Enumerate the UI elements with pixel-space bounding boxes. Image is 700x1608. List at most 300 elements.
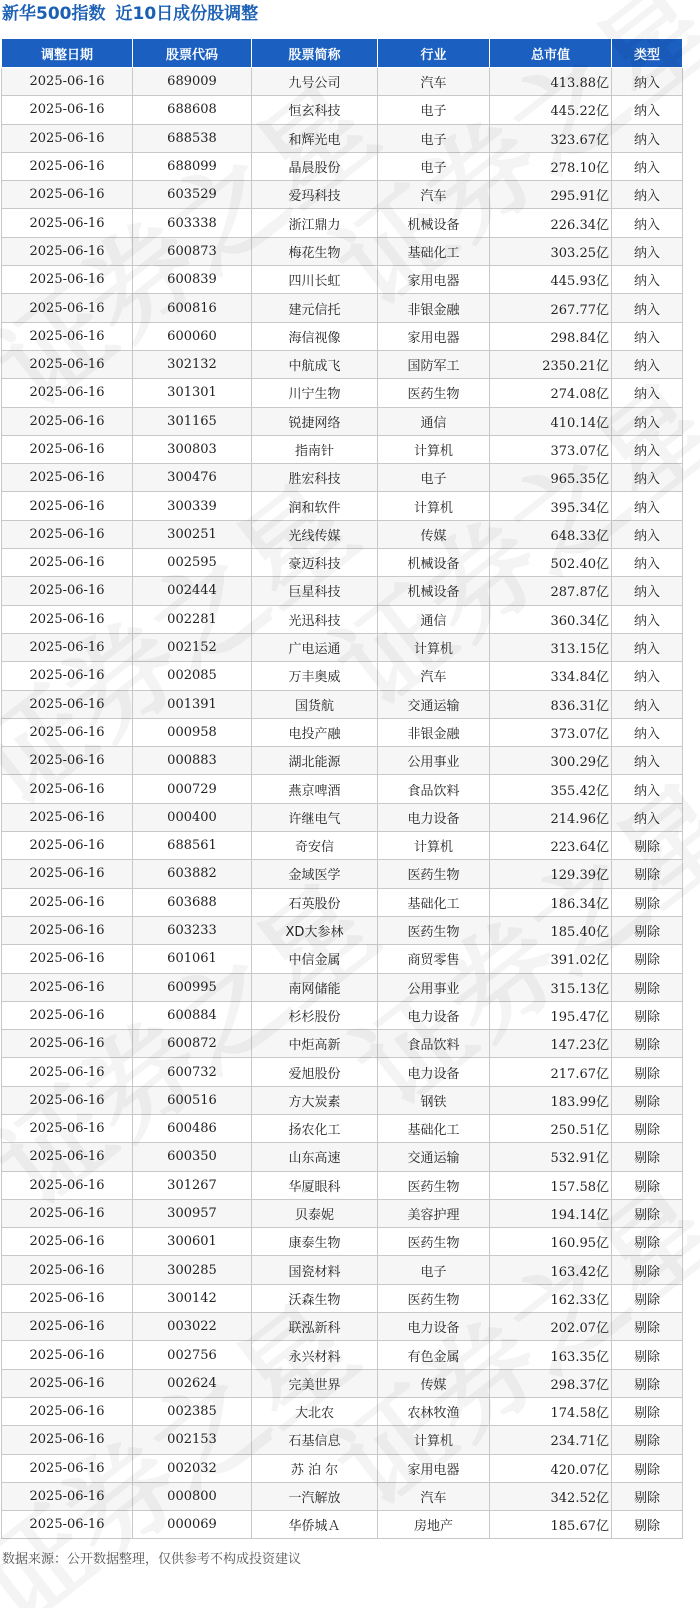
cell-industry: 商贸零售 [378, 945, 490, 973]
cell-stock-name: 恒玄科技 [252, 96, 378, 124]
cell-stock-code: 002385 [133, 1397, 252, 1425]
cell-industry: 医药生物 [378, 860, 490, 888]
cell-stock-code: 600816 [133, 294, 252, 322]
cell-type: 纳入 [612, 294, 683, 322]
table-row [2, 1256, 683, 1284]
cell-type: 剔除 [612, 888, 683, 916]
cell-type: 纳入 [612, 803, 683, 831]
cell-type: 剔除 [612, 1228, 683, 1256]
cell-stock-name: 中信金属 [252, 945, 378, 973]
cell-stock-name: 方大炭素 [252, 1086, 378, 1114]
cell-industry: 食品饮料 [378, 775, 490, 803]
cell-stock-code: 002032 [133, 1454, 252, 1482]
cell-stock-name: XD大参林 [252, 916, 378, 944]
cell-date: 2025-06-16 [2, 775, 133, 803]
cell-stock-code: 002085 [133, 662, 252, 690]
cell-stock-code: 301301 [133, 379, 252, 407]
cell-type: 纳入 [612, 350, 683, 378]
cell-date: 2025-06-16 [2, 322, 133, 350]
cell-type: 纳入 [612, 690, 683, 718]
cell-stock-code: 600350 [133, 1143, 252, 1171]
cell-industry: 电子 [378, 464, 490, 492]
column-header-name: 股票简称 [252, 39, 378, 68]
cell-date: 2025-06-16 [2, 1199, 133, 1227]
cell-industry: 电力设备 [378, 1313, 490, 1341]
cell-stock-code: 300142 [133, 1284, 252, 1312]
cell-stock-name: 石基信息 [252, 1426, 378, 1454]
cell-market-cap: 250.51亿 [490, 1114, 612, 1142]
cell-stock-name: 石英股份 [252, 888, 378, 916]
cell-market-cap: 287.87亿 [490, 577, 612, 605]
cell-type: 纳入 [612, 577, 683, 605]
cell-market-cap: 147.23亿 [490, 1030, 612, 1058]
cell-stock-code: 688099 [133, 152, 252, 180]
cell-market-cap: 298.84亿 [490, 322, 612, 350]
cell-stock-code: 002444 [133, 577, 252, 605]
cell-stock-name: 华侨城Ａ [252, 1511, 378, 1539]
table-row [2, 350, 683, 378]
cell-industry: 基础化工 [378, 888, 490, 916]
cell-market-cap: 648.33亿 [490, 520, 612, 548]
cell-stock-name: 苏 泊 尔 [252, 1454, 378, 1482]
table-row [2, 605, 683, 633]
table-body [2, 68, 683, 1539]
table-row [2, 152, 683, 180]
table-row [2, 492, 683, 520]
cell-stock-name: 沃森生物 [252, 1284, 378, 1312]
table-row [2, 322, 683, 350]
cell-date: 2025-06-16 [2, 718, 133, 746]
cell-stock-name: 胜宏科技 [252, 464, 378, 492]
cell-market-cap: 185.67亿 [490, 1511, 612, 1539]
cell-industry: 医药生物 [378, 1171, 490, 1199]
cell-stock-name: 晶晨股份 [252, 152, 378, 180]
cell-date: 2025-06-16 [2, 1058, 133, 1086]
table-row [2, 1482, 683, 1510]
cell-stock-name: 巨星科技 [252, 577, 378, 605]
table-row [2, 68, 683, 96]
cell-market-cap: 502.40亿 [490, 549, 612, 577]
cell-market-cap: 373.07亿 [490, 718, 612, 746]
cell-stock-name: 梅花生物 [252, 237, 378, 265]
cell-stock-code: 300476 [133, 464, 252, 492]
cell-date: 2025-06-16 [2, 577, 133, 605]
cell-industry: 汽车 [378, 662, 490, 690]
table-row [2, 407, 683, 435]
column-header-market-cap: 总市值 [490, 39, 612, 68]
cell-industry: 通信 [378, 605, 490, 633]
cell-date: 2025-06-16 [2, 1001, 133, 1029]
cell-stock-code: 600873 [133, 237, 252, 265]
cell-industry: 电子 [378, 152, 490, 180]
cell-industry: 计算机 [378, 633, 490, 661]
cell-type: 纳入 [612, 662, 683, 690]
cell-date: 2025-06-16 [2, 1171, 133, 1199]
cell-type: 纳入 [612, 718, 683, 746]
table-row [2, 1114, 683, 1142]
cell-stock-code: 301165 [133, 407, 252, 435]
cell-stock-code: 002595 [133, 549, 252, 577]
column-header-date: 调整日期 [2, 39, 133, 68]
cell-type: 纳入 [612, 266, 683, 294]
cell-type: 剔除 [612, 1086, 683, 1114]
cell-date: 2025-06-16 [2, 605, 133, 633]
cell-date: 2025-06-16 [2, 1313, 133, 1341]
cell-type: 剔除 [612, 1199, 683, 1227]
cell-date: 2025-06-16 [2, 747, 133, 775]
cell-industry: 公用事业 [378, 973, 490, 1001]
table-row [2, 266, 683, 294]
cell-date: 2025-06-16 [2, 888, 133, 916]
cell-date: 2025-06-16 [2, 690, 133, 718]
cell-industry: 美容护理 [378, 1199, 490, 1227]
cell-date: 2025-06-16 [2, 1114, 133, 1142]
table-row [2, 1228, 683, 1256]
cell-type: 剔除 [612, 1369, 683, 1397]
cell-type: 剔除 [612, 832, 683, 860]
table-row [2, 96, 683, 124]
table-row [2, 945, 683, 973]
cell-stock-code: 003022 [133, 1313, 252, 1341]
cell-stock-code: 000958 [133, 718, 252, 746]
cell-type: 剔除 [612, 1426, 683, 1454]
cell-date: 2025-06-16 [2, 1030, 133, 1058]
cell-industry: 家用电器 [378, 1454, 490, 1482]
cell-date: 2025-06-16 [2, 945, 133, 973]
cell-type: 纳入 [612, 464, 683, 492]
cell-type: 剔除 [612, 1143, 683, 1171]
cell-market-cap: 234.71亿 [490, 1426, 612, 1454]
cell-market-cap: 298.37亿 [490, 1369, 612, 1397]
cell-industry: 医药生物 [378, 1228, 490, 1256]
table-row [2, 1454, 683, 1482]
column-header-code: 股票代码 [133, 39, 252, 68]
cell-type: 纳入 [612, 379, 683, 407]
cell-type: 纳入 [612, 68, 683, 96]
cell-type: 纳入 [612, 322, 683, 350]
table-row [2, 1199, 683, 1227]
column-header-industry: 行业 [378, 39, 490, 68]
cell-stock-code: 600732 [133, 1058, 252, 1086]
table-row [2, 832, 683, 860]
cell-stock-code: 300803 [133, 435, 252, 463]
cell-stock-name: 光线传媒 [252, 520, 378, 548]
cell-market-cap: 300.29亿 [490, 747, 612, 775]
cell-stock-name: 万丰奥威 [252, 662, 378, 690]
cell-industry: 计算机 [378, 832, 490, 860]
cell-market-cap: 315.13亿 [490, 973, 612, 1001]
cell-date: 2025-06-16 [2, 464, 133, 492]
cell-market-cap: 129.39亿 [490, 860, 612, 888]
cell-stock-code: 002152 [133, 633, 252, 661]
cell-stock-code: 302132 [133, 350, 252, 378]
cell-type: 纳入 [612, 605, 683, 633]
cell-stock-name: 建元信托 [252, 294, 378, 322]
cell-date: 2025-06-16 [2, 96, 133, 124]
cell-industry: 电力设备 [378, 803, 490, 831]
cell-date: 2025-06-16 [2, 1426, 133, 1454]
cell-date: 2025-06-16 [2, 662, 133, 690]
table-row [2, 916, 683, 944]
cell-stock-code: 000883 [133, 747, 252, 775]
cell-type: 剔除 [612, 1284, 683, 1312]
cell-stock-code: 000400 [133, 803, 252, 831]
cell-type: 剔除 [612, 1114, 683, 1142]
cell-industry: 电子 [378, 1256, 490, 1284]
cell-stock-name: 贝泰妮 [252, 1199, 378, 1227]
cell-market-cap: 185.40亿 [490, 916, 612, 944]
cell-stock-name: 爱玛科技 [252, 181, 378, 209]
table-row [2, 1030, 683, 1058]
cell-market-cap: 836.31亿 [490, 690, 612, 718]
table-row [2, 294, 683, 322]
cell-market-cap: 355.42亿 [490, 775, 612, 803]
cell-industry: 计算机 [378, 1426, 490, 1454]
cell-type: 纳入 [612, 747, 683, 775]
cell-stock-code: 688608 [133, 96, 252, 124]
cell-stock-code: 002624 [133, 1369, 252, 1397]
table-row [2, 520, 683, 548]
cell-industry: 医药生物 [378, 916, 490, 944]
cell-market-cap: 445.93亿 [490, 266, 612, 294]
cell-type: 纳入 [612, 520, 683, 548]
cell-type: 剔除 [612, 916, 683, 944]
cell-industry: 基础化工 [378, 237, 490, 265]
cell-date: 2025-06-16 [2, 407, 133, 435]
cell-stock-name: 奇安信 [252, 832, 378, 860]
cell-date: 2025-06-16 [2, 1511, 133, 1539]
cell-type: 纳入 [612, 633, 683, 661]
cell-stock-name: 山东高速 [252, 1143, 378, 1171]
cell-stock-code: 600060 [133, 322, 252, 350]
cell-stock-code: 300339 [133, 492, 252, 520]
cell-industry: 食品饮料 [378, 1030, 490, 1058]
cell-industry: 公用事业 [378, 747, 490, 775]
table-row [2, 209, 683, 237]
cell-date: 2025-06-16 [2, 266, 133, 294]
cell-date: 2025-06-16 [2, 1397, 133, 1425]
cell-date: 2025-06-16 [2, 124, 133, 152]
cell-market-cap: 2350.21亿 [490, 350, 612, 378]
table-row [2, 888, 683, 916]
cell-stock-name: 扬农化工 [252, 1114, 378, 1142]
cell-industry: 有色金属 [378, 1341, 490, 1369]
page-title [0, 0, 700, 30]
cell-stock-name: 和辉光电 [252, 124, 378, 152]
cell-stock-name: 燕京啤酒 [252, 775, 378, 803]
cell-industry: 电力设备 [378, 1001, 490, 1029]
cell-market-cap: 445.22亿 [490, 96, 612, 124]
table-row [2, 1369, 683, 1397]
cell-stock-code: 300251 [133, 520, 252, 548]
table-row [2, 1058, 683, 1086]
cell-type: 剔除 [612, 1511, 683, 1539]
cell-date: 2025-06-16 [2, 435, 133, 463]
cell-stock-name: 川宁生物 [252, 379, 378, 407]
cell-stock-name: 中航成飞 [252, 350, 378, 378]
table-row [2, 181, 683, 209]
cell-market-cap: 183.99亿 [490, 1086, 612, 1114]
cell-market-cap: 360.34亿 [490, 605, 612, 633]
cell-type: 剔除 [612, 973, 683, 1001]
cell-date: 2025-06-16 [2, 1482, 133, 1510]
cell-type: 纳入 [612, 152, 683, 180]
cell-type: 纳入 [612, 549, 683, 577]
cell-date: 2025-06-16 [2, 860, 133, 888]
table-row [2, 690, 683, 718]
cell-industry: 计算机 [378, 435, 490, 463]
cell-industry: 家用电器 [378, 266, 490, 294]
cell-market-cap: 395.34亿 [490, 492, 612, 520]
cell-market-cap: 223.64亿 [490, 832, 612, 860]
cell-market-cap: 274.08亿 [490, 379, 612, 407]
subtitle: 近10日成份股调整 [115, 4, 259, 24]
cell-market-cap: 373.07亿 [490, 435, 612, 463]
cell-industry: 传媒 [378, 1369, 490, 1397]
cell-stock-name: 完美世界 [252, 1369, 378, 1397]
cell-type: 剔除 [612, 1454, 683, 1482]
cell-type: 剔除 [612, 1001, 683, 1029]
cell-stock-code: 603882 [133, 860, 252, 888]
cell-date: 2025-06-16 [2, 1256, 133, 1284]
cell-date: 2025-06-16 [2, 350, 133, 378]
cell-date: 2025-06-16 [2, 379, 133, 407]
table-row [2, 379, 683, 407]
table-row [2, 1341, 683, 1369]
cell-type: 纳入 [612, 209, 683, 237]
cell-type: 纳入 [612, 435, 683, 463]
cell-stock-code: 301267 [133, 1171, 252, 1199]
table-row [2, 435, 683, 463]
cell-industry: 机械设备 [378, 209, 490, 237]
cell-stock-name: 锐捷网络 [252, 407, 378, 435]
cell-stock-code: 002281 [133, 605, 252, 633]
table-header-row [2, 39, 683, 68]
cell-date: 2025-06-16 [2, 1341, 133, 1369]
cell-market-cap: 163.35亿 [490, 1341, 612, 1369]
cell-market-cap: 194.14亿 [490, 1199, 612, 1227]
cell-industry: 非银金融 [378, 718, 490, 746]
cell-industry: 汽车 [378, 1482, 490, 1510]
cell-market-cap: 965.35亿 [490, 464, 612, 492]
cell-market-cap: 278.10亿 [490, 152, 612, 180]
cell-stock-code: 000069 [133, 1511, 252, 1539]
cell-market-cap: 160.95亿 [490, 1228, 612, 1256]
cell-stock-code: 688538 [133, 124, 252, 152]
cell-date: 2025-06-16 [2, 549, 133, 577]
cell-stock-code: 603338 [133, 209, 252, 237]
cell-type: 纳入 [612, 96, 683, 124]
cell-market-cap: 313.15亿 [490, 633, 612, 661]
cell-stock-name: 电投产融 [252, 718, 378, 746]
cell-industry: 农林牧渔 [378, 1397, 490, 1425]
cell-stock-name: 大北农 [252, 1397, 378, 1425]
cell-date: 2025-06-16 [2, 492, 133, 520]
cell-industry: 传媒 [378, 520, 490, 548]
cell-stock-name: 一汽解放 [252, 1482, 378, 1510]
cell-market-cap: 391.02亿 [490, 945, 612, 973]
cell-stock-code: 600486 [133, 1114, 252, 1142]
cell-stock-name: 华厦眼科 [252, 1171, 378, 1199]
cell-stock-name: 润和软件 [252, 492, 378, 520]
table-row [2, 464, 683, 492]
cell-stock-code: 603688 [133, 888, 252, 916]
cell-market-cap: 226.34亿 [490, 209, 612, 237]
table-row [2, 1001, 683, 1029]
table-row [2, 775, 683, 803]
cell-stock-code: 000729 [133, 775, 252, 803]
cell-type: 纳入 [612, 775, 683, 803]
cell-stock-name: 南网储能 [252, 973, 378, 1001]
table-row [2, 803, 683, 831]
cell-market-cap: 303.25亿 [490, 237, 612, 265]
table-row [2, 1397, 683, 1425]
cell-type: 剔除 [612, 1313, 683, 1341]
cell-stock-name: 国瓷材料 [252, 1256, 378, 1284]
cell-date: 2025-06-16 [2, 1086, 133, 1114]
cell-type: 纳入 [612, 237, 683, 265]
cell-stock-code: 000800 [133, 1482, 252, 1510]
cell-type: 剔除 [612, 1341, 683, 1369]
cell-stock-name: 浙江鼎力 [252, 209, 378, 237]
column-header-type: 类型 [612, 39, 683, 68]
cell-date: 2025-06-16 [2, 181, 133, 209]
cell-market-cap: 323.67亿 [490, 124, 612, 152]
cell-date: 2025-06-16 [2, 973, 133, 1001]
cell-type: 纳入 [612, 181, 683, 209]
cell-stock-code: 600995 [133, 973, 252, 1001]
cell-date: 2025-06-16 [2, 832, 133, 860]
cell-stock-code: 689009 [133, 68, 252, 96]
cell-stock-code: 600884 [133, 1001, 252, 1029]
cell-date: 2025-06-16 [2, 1284, 133, 1312]
cell-date: 2025-06-16 [2, 1369, 133, 1397]
cell-market-cap: 186.34亿 [490, 888, 612, 916]
cell-market-cap: 532.91亿 [490, 1143, 612, 1171]
cell-industry: 汽车 [378, 181, 490, 209]
cell-stock-code: 300285 [133, 1256, 252, 1284]
cell-stock-name: 中炬高新 [252, 1030, 378, 1058]
table-row [2, 1086, 683, 1114]
cell-stock-name: 联泓新科 [252, 1313, 378, 1341]
cell-type: 剔除 [612, 1397, 683, 1425]
table-row [2, 1171, 683, 1199]
cell-stock-name: 豪迈科技 [252, 549, 378, 577]
cell-market-cap: 162.33亿 [490, 1284, 612, 1312]
cell-stock-code: 600872 [133, 1030, 252, 1058]
cell-stock-name: 四川长虹 [252, 266, 378, 294]
cell-market-cap: 342.52亿 [490, 1482, 612, 1510]
cell-stock-name: 杉杉股份 [252, 1001, 378, 1029]
table-row [2, 860, 683, 888]
cell-market-cap: 267.77亿 [490, 294, 612, 322]
cell-type: 剔除 [612, 1030, 683, 1058]
table-row [2, 549, 683, 577]
cell-stock-name: 九号公司 [252, 68, 378, 96]
table-row [2, 718, 683, 746]
table-row [2, 1313, 683, 1341]
table-row [2, 1511, 683, 1539]
cell-type: 纳入 [612, 124, 683, 152]
cell-industry: 机械设备 [378, 577, 490, 605]
cell-market-cap: 195.47亿 [490, 1001, 612, 1029]
cell-industry: 医药生物 [378, 1284, 490, 1312]
cell-industry: 电子 [378, 124, 490, 152]
cell-date: 2025-06-16 [2, 152, 133, 180]
cell-date: 2025-06-16 [2, 209, 133, 237]
table-row [2, 973, 683, 1001]
cell-date: 2025-06-16 [2, 520, 133, 548]
